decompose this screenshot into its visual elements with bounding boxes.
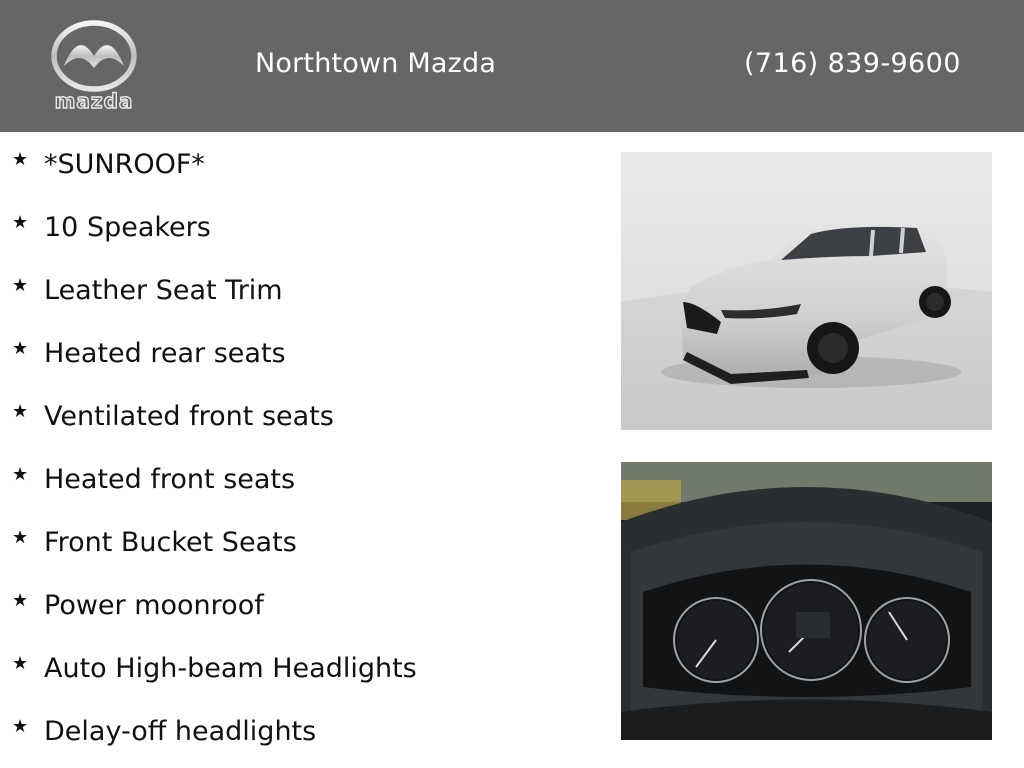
star-icon: ★ [12, 275, 29, 295]
feature-label: Delay-off headlights [44, 715, 317, 747]
feature-label: Heated front seats [44, 463, 296, 495]
feature-item [12, 396, 334, 436]
mazda-logo [42, 16, 146, 116]
phone-number[interactable]: (716) 839-9600 [744, 48, 961, 79]
star-icon: ★ [12, 653, 29, 673]
svg-text:mazda: mazda [54, 89, 134, 113]
instrument-cluster-image [621, 462, 992, 740]
feature-item [12, 144, 205, 184]
feature-label: 10 Speakers [44, 211, 211, 243]
feature-item [12, 648, 417, 688]
feature-item [12, 459, 295, 499]
star-icon: ★ [12, 590, 29, 610]
star-icon: ★ [12, 149, 29, 169]
suv-image [621, 152, 992, 430]
dealer-name: Northtown Mazda [255, 48, 497, 79]
vehicle-exterior-photo[interactable] [621, 152, 992, 430]
star-icon: ★ [12, 338, 29, 358]
feature-label: Leather Seat Trim [44, 274, 283, 306]
feature-item [12, 711, 316, 751]
star-icon: ★ [12, 716, 29, 736]
feature-label: Front Bucket Seats [44, 526, 297, 558]
vehicle-dashboard-photo[interactable] [621, 462, 992, 740]
star-icon: ★ [12, 401, 29, 421]
feature-label: Heated rear seats [44, 337, 286, 369]
feature-label: Ventilated front seats [44, 400, 334, 432]
star-icon: ★ [12, 527, 29, 547]
feature-label: *SUNROOF* [44, 148, 205, 180]
feature-label: Auto High-beam Headlights [44, 652, 417, 684]
feature-item [12, 333, 286, 373]
feature-label: Power moonroof [44, 589, 264, 621]
feature-item [12, 585, 264, 625]
feature-item [12, 522, 297, 562]
star-icon: ★ [12, 464, 29, 484]
feature-item [12, 270, 283, 310]
feature-item [12, 207, 211, 247]
header-bar [0, 0, 1024, 132]
star-icon: ★ [12, 212, 29, 232]
